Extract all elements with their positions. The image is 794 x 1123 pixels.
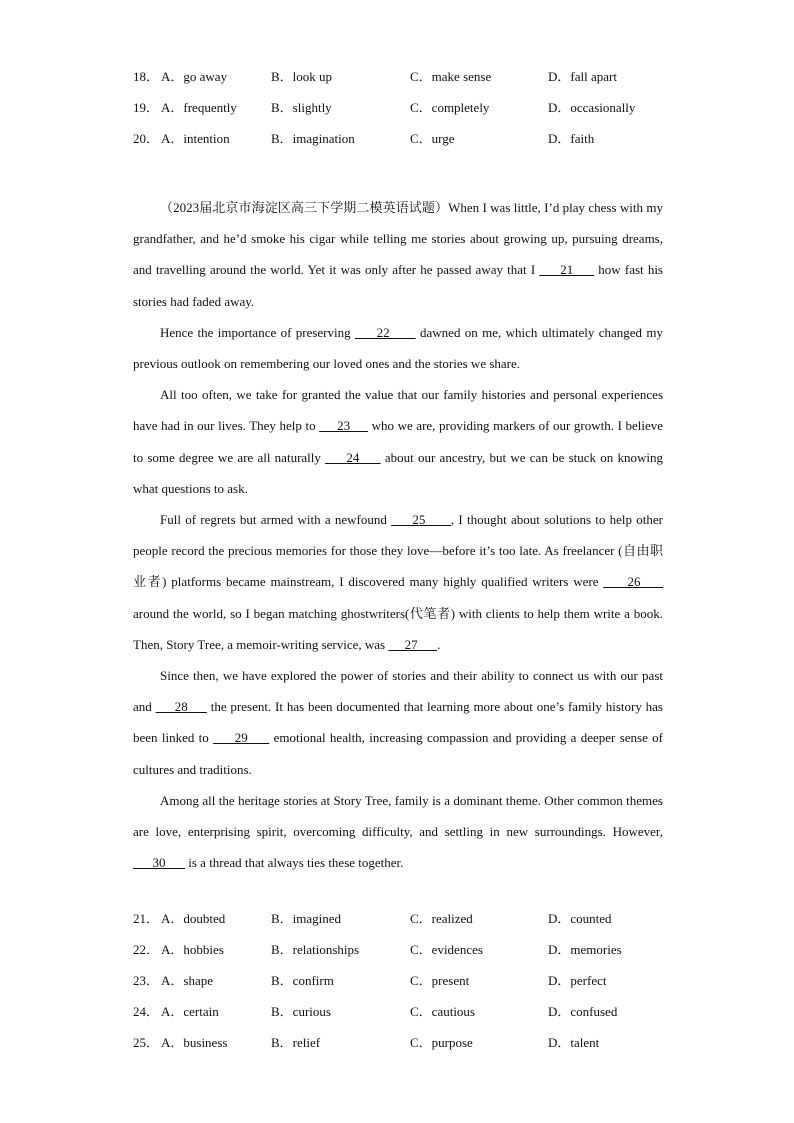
- blank-27: 27: [388, 636, 438, 652]
- paragraph-2: Hence the importance of preserving 22 dawned on me, which ultimately changed my previous outlook on remembering our loved ones and the stories we share.: [133, 324, 663, 372]
- paragraph-4: Full of regrets but armed with a newfound 25 , I thought about solutions to help other people record the precious memories for those they love—before it’s too late. As freelancer (自由职业者) platforms became mainstream, I discovered many highly qualified writers were 26 around the world, so I began matching ghostwriters(代笔者) with clients to help them write a book. Then, Story Tree, a memoir-writing service, was 27 .: [133, 512, 664, 652]
- question-options-21: [133, 911, 693, 942]
- option-d: D．fall apart: [548, 69, 617, 84]
- option-a: A．intention: [161, 131, 230, 146]
- option-c: C．completely: [410, 100, 490, 115]
- blank-30: 30: [133, 855, 185, 871]
- blank-29: 29: [213, 730, 270, 746]
- question-number: 19．: [133, 100, 160, 115]
- option-c: C．realized: [410, 911, 473, 926]
- option-d: D．faith: [548, 131, 595, 146]
- option-d: D．memories: [548, 942, 622, 957]
- option-b: B．look up: [271, 69, 333, 84]
- paragraph-6: Among all the heritage stories at Story Tree, family is a dominant theme. Other common themes are love, enterprising spirit, overcoming difficulty, and settling in new surroundings. However, 30 is a thread that always ties these together.: [133, 792, 663, 871]
- option-b: B．imagination: [271, 131, 355, 146]
- option-b: B．imagined: [271, 911, 342, 926]
- question-number: 21．: [133, 911, 160, 926]
- options-bottom: [133, 911, 693, 1066]
- option-d: D．talent: [548, 1035, 600, 1050]
- option-b: B．slightly: [271, 100, 332, 115]
- blank-23: 23: [319, 418, 369, 434]
- question-number: 22．: [133, 942, 160, 957]
- option-d: D．occasionally: [548, 100, 636, 115]
- option-d: D．confused: [548, 1004, 618, 1019]
- blank-21: 21: [539, 262, 595, 278]
- option-b: B．relief: [271, 1035, 321, 1050]
- question-number: 20．: [133, 131, 160, 146]
- option-a: A．certain: [161, 1004, 219, 1019]
- option-a: A．shape: [161, 973, 213, 988]
- option-c: C．evidences: [410, 942, 483, 957]
- question-number: 18．: [133, 69, 160, 84]
- option-b: B．confirm: [271, 973, 334, 988]
- cloze-passage: [133, 192, 663, 878]
- option-a: A．doubted: [161, 911, 226, 926]
- option-c: C．urge: [410, 131, 455, 146]
- question-options-25: [133, 1035, 693, 1066]
- option-b: B．relationships: [271, 942, 360, 957]
- option-d: D．counted: [548, 911, 612, 926]
- option-a: A．hobbies: [161, 942, 224, 957]
- question-options-20: [133, 131, 693, 162]
- paragraph-5: Since then, we have explored the power of stories and their ability to connect us with our past and 28 the present. It has been documented that learning more about one’s family history has been linked to 29 emotional health, increasing compassion and providing a deeper sense of cultures and traditions.: [133, 668, 664, 777]
- blank-28: 28: [155, 699, 207, 715]
- blank-22: 22: [354, 324, 416, 340]
- option-d: D．perfect: [548, 973, 607, 988]
- question-number: 23．: [133, 973, 160, 988]
- option-b: B．curious: [271, 1004, 331, 1019]
- question-number: 24．: [133, 1004, 160, 1019]
- options-top: [133, 69, 693, 162]
- question-options-18: [133, 69, 693, 100]
- question-number: 25．: [133, 1035, 160, 1050]
- option-a: A．business: [161, 1035, 228, 1050]
- question-options-24: [133, 1004, 693, 1035]
- option-c: C．make sense: [410, 69, 492, 84]
- question-options-22: [133, 942, 693, 973]
- blank-24: 24: [325, 449, 381, 465]
- paragraph-3: All too often, we take for granted the value that our family histories and personal experiences have had in our lives. They help to 23 who we are, providing markers of our growth. I believe to some degree we are all naturally 24 about our ancestry, but we can be stuck on knowing what questions to ask.: [133, 387, 664, 496]
- blank-26: 26: [603, 574, 664, 590]
- question-options-19: [133, 100, 693, 131]
- blank-25: 25: [391, 512, 451, 528]
- option-a: A．frequently: [161, 100, 237, 115]
- question-options-23: [133, 973, 693, 1004]
- option-c: C．purpose: [410, 1035, 473, 1050]
- option-a: A．go away: [161, 69, 228, 84]
- option-c: C．cautious: [410, 1004, 475, 1019]
- paragraph-1: （2023届北京市海淀区高三下学期二模英语试题）When I was little, I’d play chess with my grandfather, and he’d smoke his cigar while telling me stories about growing up, pursuing dreams, and travelling around the world. Yet it was only after he passed away that I 21 how fast his stories had faded away.: [133, 200, 663, 309]
- source-note: （2023届北京市海淀区高三下学期二模英语试题）: [160, 200, 449, 215]
- option-c: C．present: [410, 973, 470, 988]
